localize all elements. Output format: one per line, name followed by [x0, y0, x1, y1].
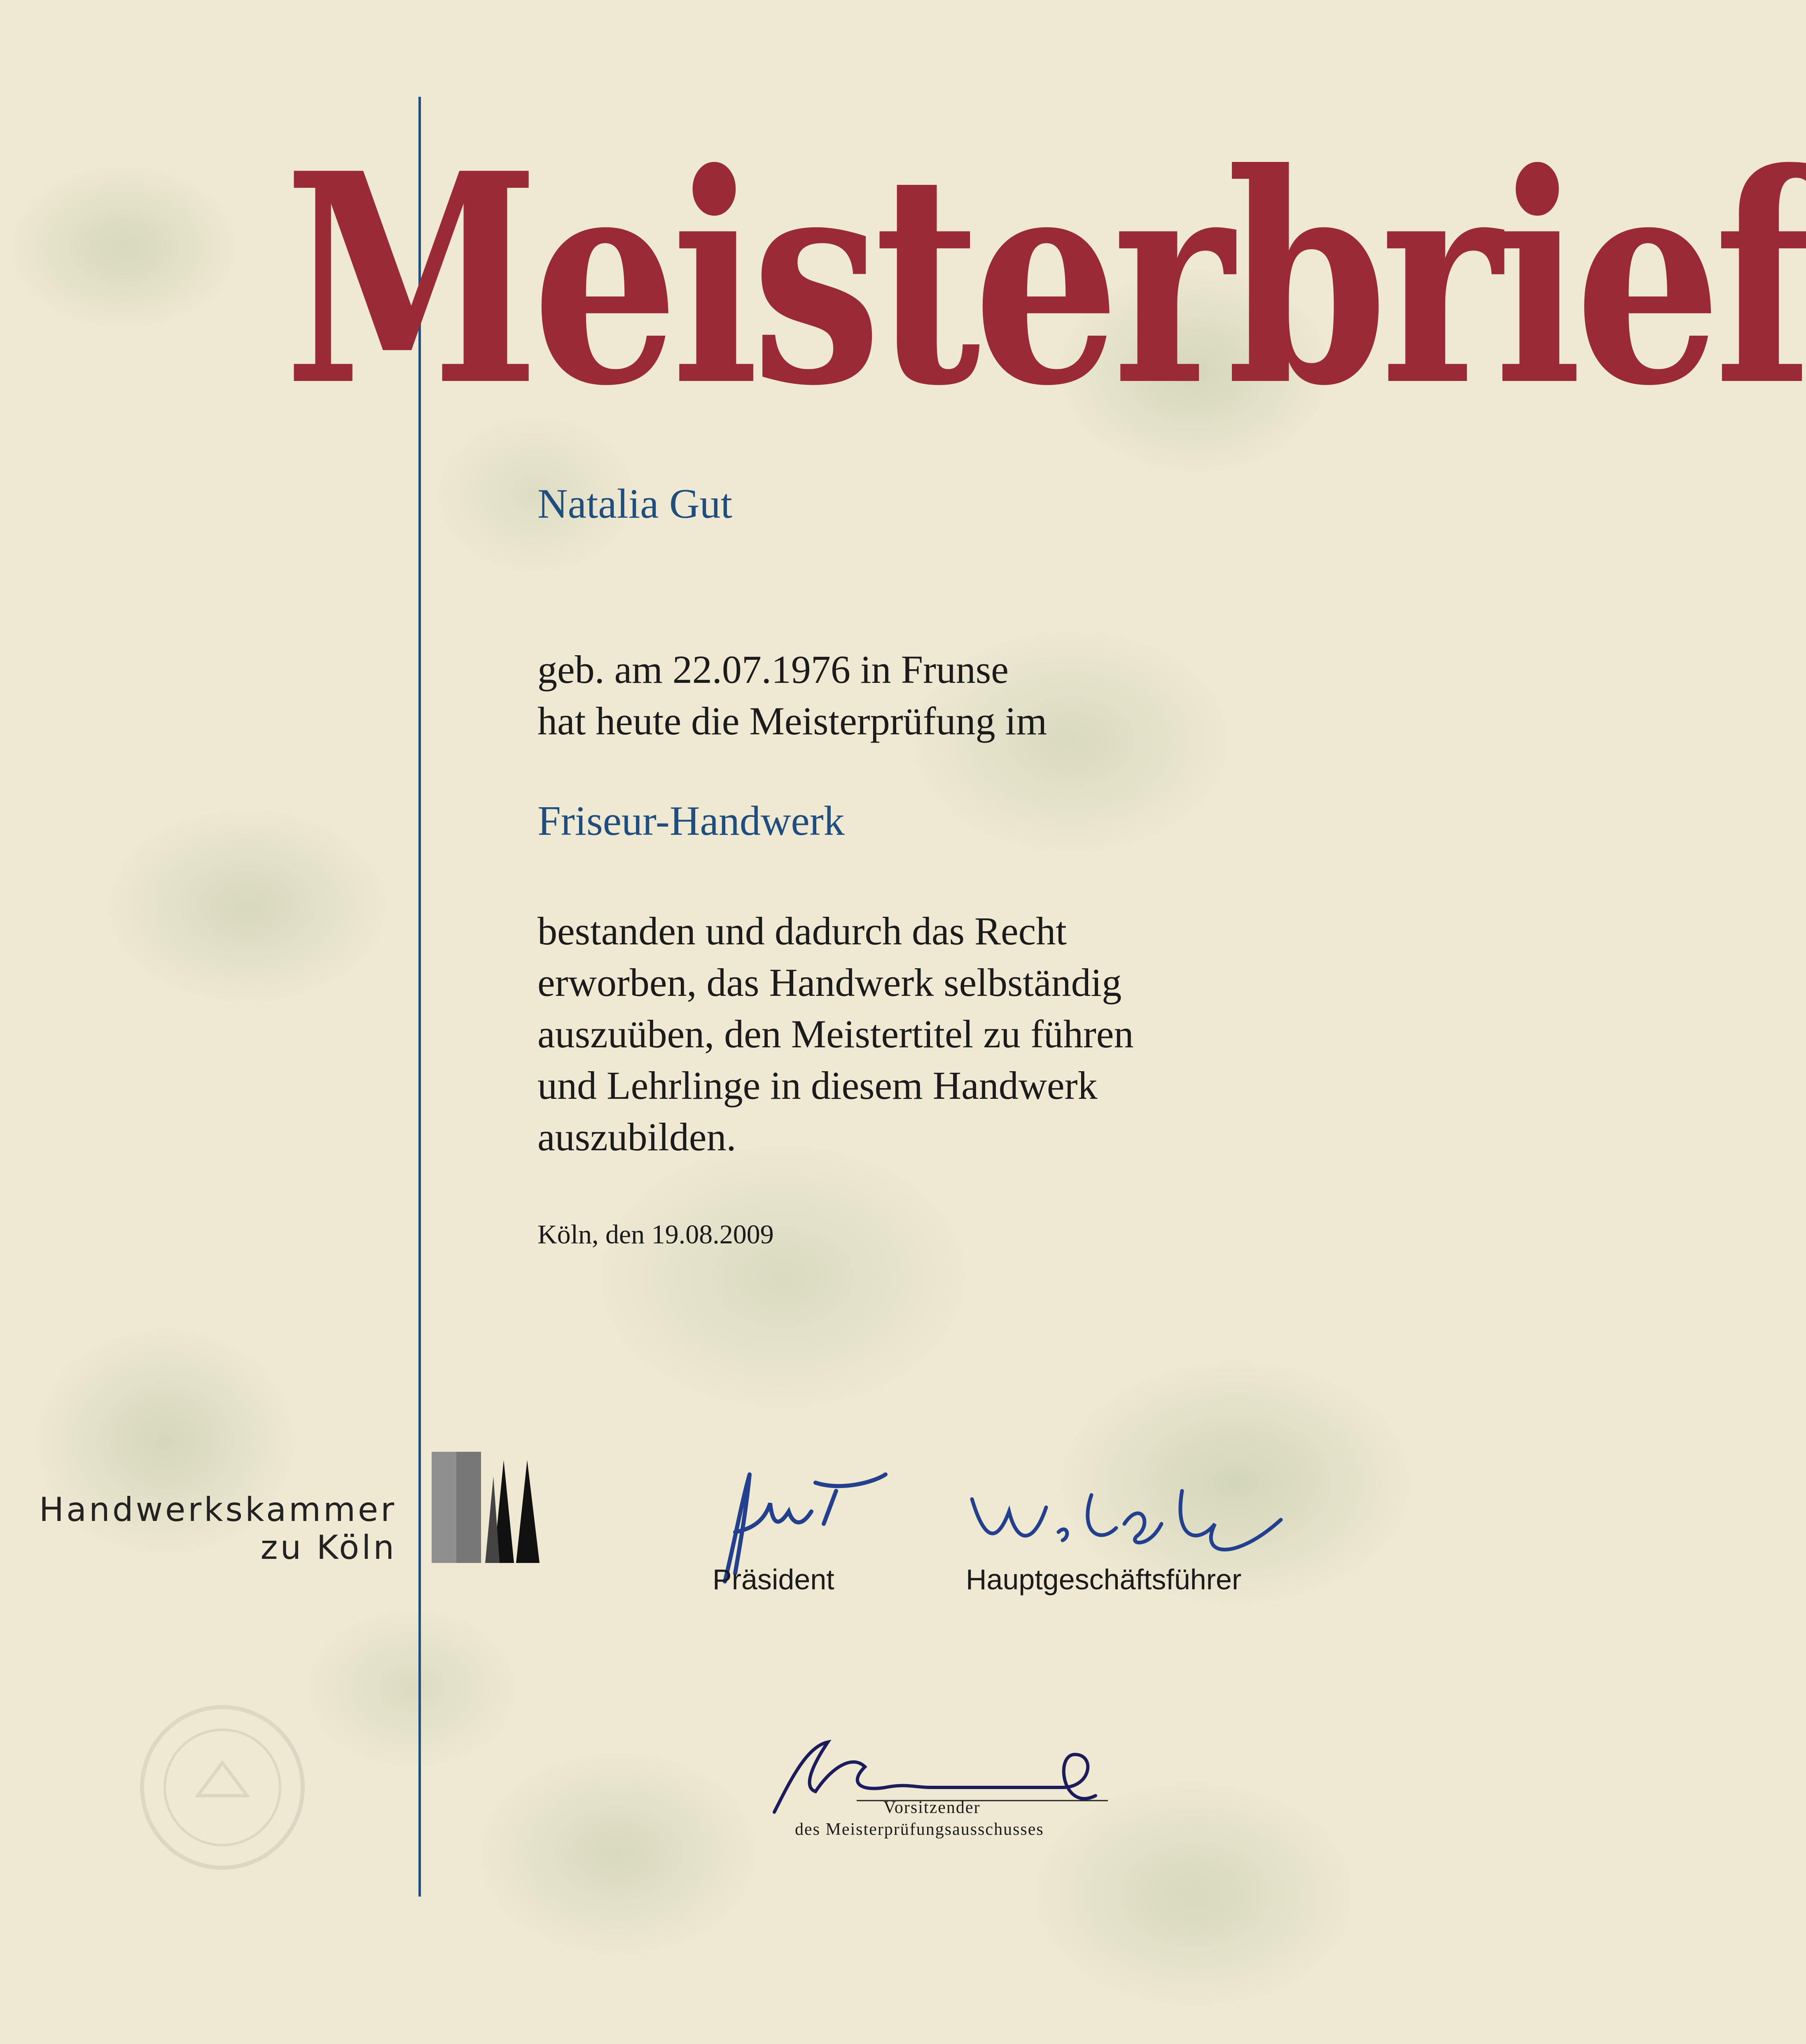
recipient-name: Natalia Gut — [537, 481, 732, 527]
chair-label-line-2: des Meisterprüfungsausschusses — [795, 1820, 1044, 1839]
body-line-1: bestanden und dadurch das Recht — [537, 909, 1067, 953]
birth-line: geb. am 22.07.1976 in Frunse — [537, 647, 1009, 691]
president-label: Präsident — [713, 1563, 834, 1595]
body-line-4: und Lehrlinge in diesem Handwerk — [537, 1063, 1098, 1107]
manager-signature — [968, 1474, 1289, 1573]
manager-label: Hauptgeschäftsführer — [966, 1563, 1242, 1595]
body-line-5: auszubilden. — [537, 1115, 736, 1159]
chair-label-line-1: Vorsitzender — [883, 1798, 981, 1817]
place-date: Köln, den 19.08.2009 — [537, 1219, 774, 1250]
chamber-logo — [432, 1452, 543, 1563]
trade-name: Friseur-Handwerk — [537, 798, 845, 844]
issuer-name — [39, 1491, 397, 1567]
certificate-title: Meisterbrief — [284, 110, 1806, 450]
issuer-line-2: zu Köln — [260, 1528, 397, 1567]
exam-line: hat heute die Meisterprüfung im — [537, 699, 1047, 743]
body-line-3: auszuüben, den Meistertitel zu führen — [537, 1012, 1134, 1056]
embossed-seal — [136, 1701, 309, 1874]
body-line-2: erworben, das Handwerk selbständig — [537, 960, 1122, 1004]
issuer-line-1: Handwerkskammer — [39, 1490, 397, 1529]
